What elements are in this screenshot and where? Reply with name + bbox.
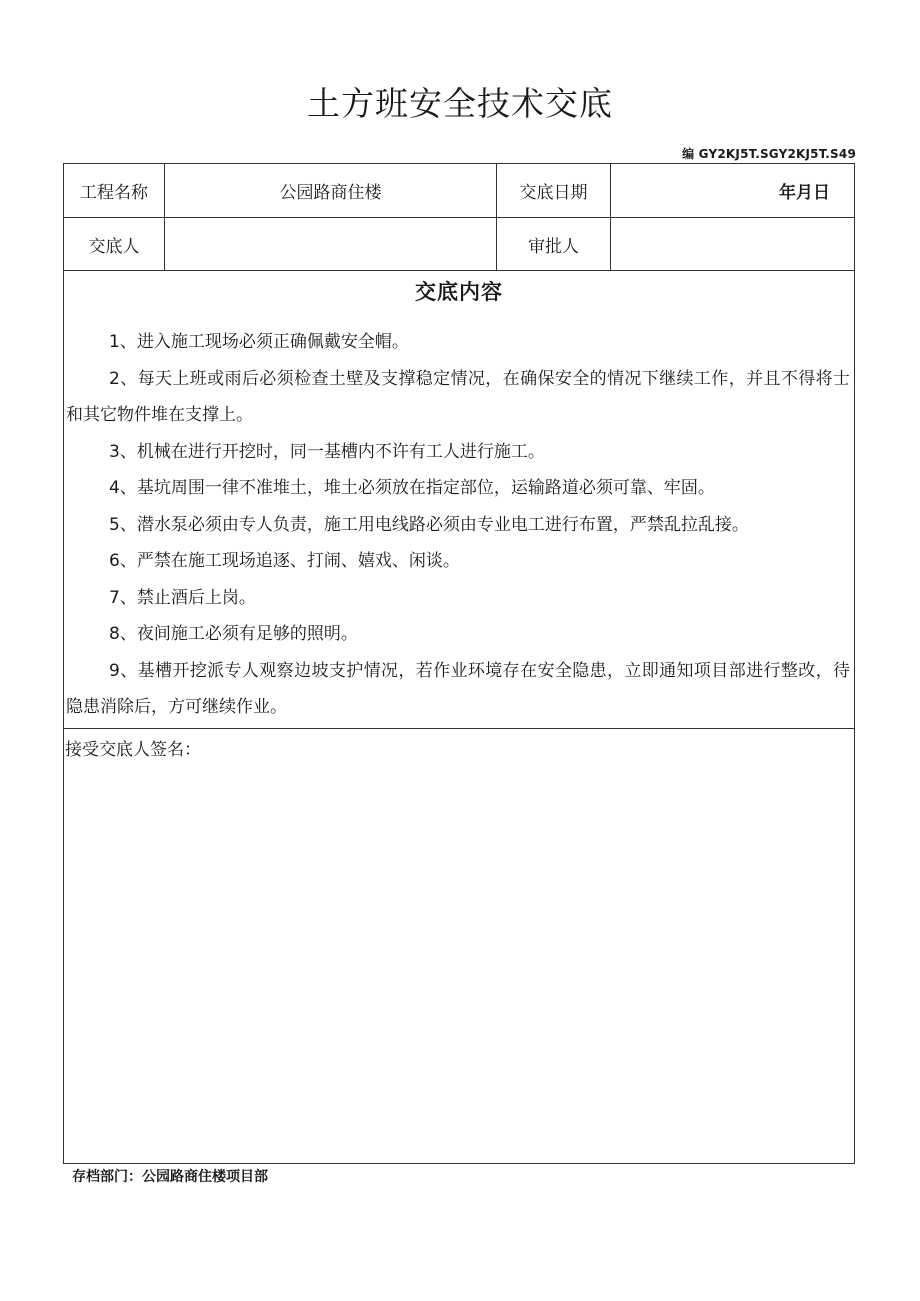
date-label: 交底日期 [519,183,588,203]
content-heading: 交底内容 [415,280,503,304]
list-item: 3、机械在进行开挖时，同一基槽内不许有工人进行施工。 [109,441,545,462]
list-item: 2、每天上班或雨后必须检查土壁及支撑稳定情况，在确保安全的情况下继续工作，并且不得将士和其它物件堆在支撑上。 [66,368,850,425]
safety-items-list [64,324,856,726]
briefing-form [63,163,855,1164]
date-value: 年月日 [779,183,830,203]
archive-department: 存档部门：公园路商住楼项目部 [72,1169,268,1185]
presenter-label: 交底人 [88,236,140,257]
project-name-label: 工程名称 [80,183,148,203]
list-item: 8、夜间施工必须有足够的照明。 [109,624,358,644]
project-name-value: 公园路商住楼 [279,183,382,203]
presenter-value [165,218,496,270]
row-divider [64,270,854,271]
approver-value [611,218,854,270]
document-code: 编 GY2KJ5T.SGY2KJ5T.S49 [682,147,856,161]
list-item: 5、潜水泵必须由专人负责，施工用电线路必须由专业电工进行布置，严禁乱拉乱接。 [109,514,749,535]
document-title: 土方班安全技术交底 [307,84,613,123]
row-divider [64,728,854,729]
list-item: 4、基坑周围一律不准堆土，堆土必须放在指定部位，运输路道必须可靠、牢固。 [109,478,715,498]
signature-label: 接受交底人签名： [65,740,201,760]
list-item: 1、进入施工现场必须正确佩戴安全帽。 [109,332,409,352]
approver-label: 审批人 [528,236,579,257]
list-item: 9、基槽开挖派专人观察边坡支护情况，若作业环境存在安全隐患，立即通知项目部进行整改，待隐患消除后，方可继续作业。 [66,660,850,717]
list-item: 6、严禁在施工现场追逐、打闹、嬉戏、闲谈。 [109,551,460,571]
list-item: 7、禁止酒后上岗。 [109,587,256,608]
